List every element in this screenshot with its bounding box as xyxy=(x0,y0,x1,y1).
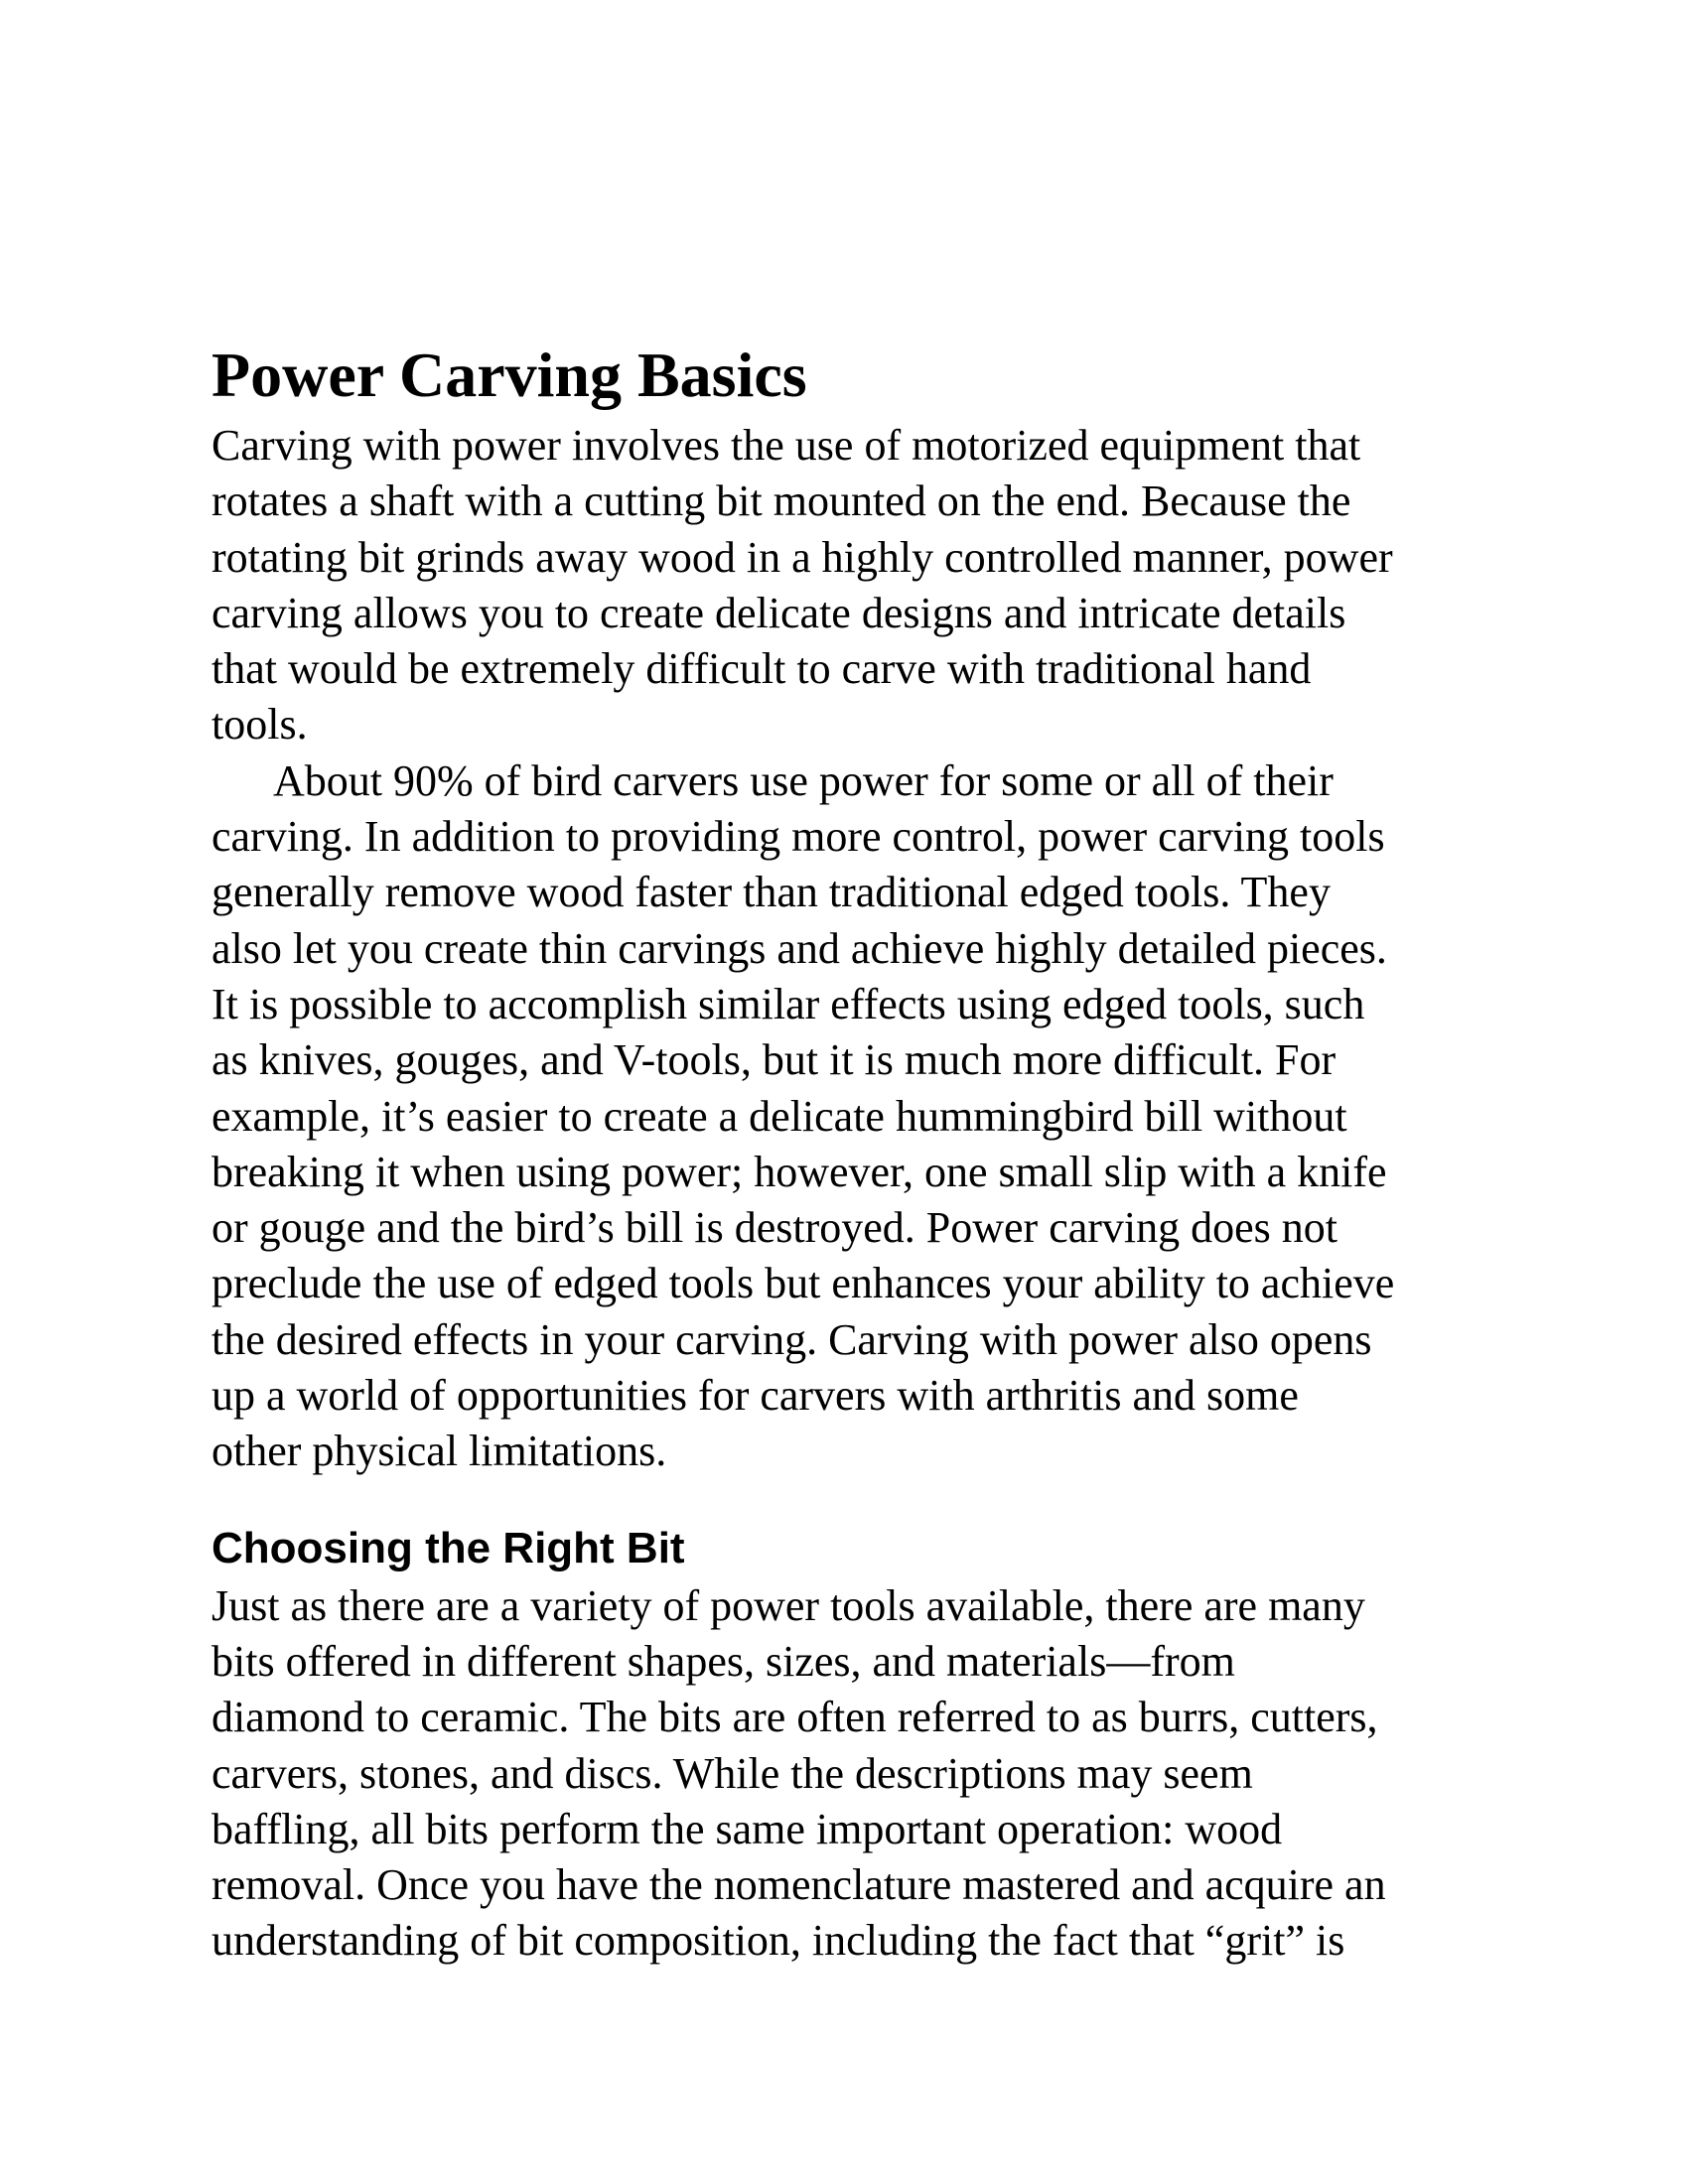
text-line: or gouge and the bird’s bill is destroyed. Power carving does not xyxy=(211,1203,1338,1253)
text-line: up a world of opportunities for carvers with arthritis and some xyxy=(211,1371,1299,1421)
text-line: as knives, gouges, and V-tools, but it is much more difficult. For xyxy=(211,1035,1336,1085)
intro-paragraph xyxy=(211,418,1492,753)
text-line: carvers, stones, and discs. While the descriptions may seem xyxy=(211,1748,1253,1798)
section-paragraph xyxy=(211,1578,1492,1970)
text-line: the desired effects in your carving. Carving with power also opens xyxy=(211,1314,1372,1364)
text-line: tools. xyxy=(211,700,308,750)
text-line: carving. In addition to providing more control, power carving tools xyxy=(211,812,1385,862)
text-line: example, it’s easier to create a delicate hummingbird bill without xyxy=(211,1091,1347,1141)
text-line: rotates a shaft with a cutting bit mounted on the end. Because the xyxy=(211,477,1351,526)
section-heading: Choosing the Right Bit xyxy=(211,1523,685,1572)
text-line: Just as there are a variety of power tools available, there are many xyxy=(211,1580,1365,1630)
text-line: understanding of bit composition, including the fact that “grit” is xyxy=(211,1916,1345,1966)
text-line: preclude the use of edged tools but enhances your ability to achieve xyxy=(211,1259,1395,1308)
text-line: breaking it when using power; however, one small slip with a knife xyxy=(211,1147,1387,1196)
text-line: that would be extremely difficult to carve with traditional hand xyxy=(211,644,1312,694)
document-page xyxy=(211,333,1492,1970)
body-paragraph xyxy=(211,753,1492,1480)
text-line: also let you create thin carvings and achieve highly detailed pieces. xyxy=(211,923,1387,973)
text-line: removal. Once you have the nomenclature mastered and acquire an xyxy=(211,1860,1386,1910)
text-line: Carving with power involves the use of motorized equipment that xyxy=(211,421,1361,470)
text-line: carving allows you to create delicate designs and intricate details xyxy=(211,588,1346,637)
page-title: Power Carving Basics xyxy=(211,340,807,410)
text-line: diamond to ceramic. The bits are often referred to as burrs, cutters, xyxy=(211,1693,1378,1742)
text-line: baffling, all bits perform the same important operation: wood xyxy=(211,1804,1283,1853)
text-line: It is possible to accomplish similar effects using edged tools, such xyxy=(211,979,1365,1028)
text-line: generally remove wood faster than traditional edged tools. They xyxy=(211,868,1331,917)
text-line: other physical limitations. xyxy=(211,1427,667,1476)
text-line: About 90% of bird carvers use power for some or all of their xyxy=(273,755,1334,805)
text-line: bits offered in different shapes, sizes, and materials—from xyxy=(211,1636,1235,1686)
text-line: rotating bit grinds away wood in a highly controlled manner, power xyxy=(211,532,1393,582)
